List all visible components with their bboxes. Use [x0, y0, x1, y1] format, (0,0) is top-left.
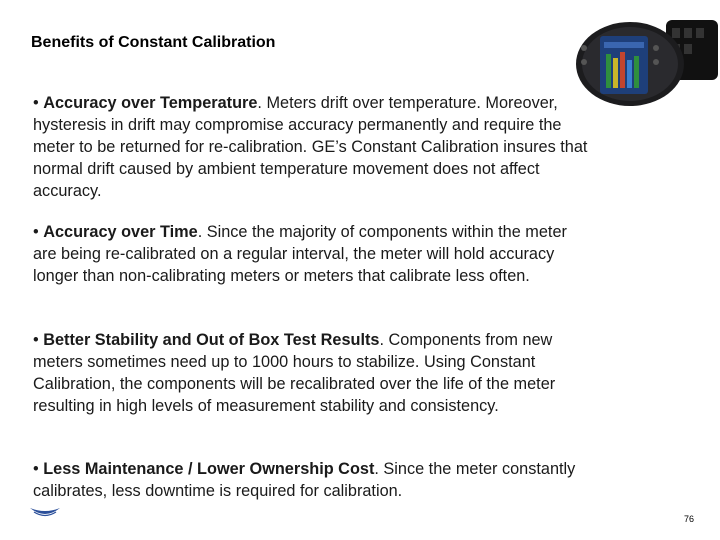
paragraph-lead: Better Stability and Out of Box Test Results [43, 331, 380, 349]
paragraph-lead: Accuracy over Temperature [43, 94, 258, 112]
paragraph-maintenance [33, 458, 593, 502]
paragraph-body: . Since the meter constantly calibrates, less downtime is required for calibration. [33, 460, 576, 500]
paragraph-accuracy-temperature [33, 92, 593, 202]
bullet: • [33, 331, 39, 349]
paragraph-body: . Components from new meters sometimes need up to 1000 hours to stabilize. Using Constant Calibration, the components will be recalibrated over the life of the meter resulting in high levels of measurement stability and consistency. [33, 331, 556, 415]
paragraph-stability [33, 329, 593, 417]
paragraph-lead: Accuracy over Time [43, 223, 198, 241]
paragraph-body: . Meters drift over temperature. Moreover, hysteresis in drift may compromise accuracy permanently and require the meter to be returned for re-calibration. GE’s Constant Calibration insures that normal drift caused by ambient temperature movement does not affect accuracy. [33, 94, 588, 200]
bullet: • [33, 94, 39, 112]
ge-logo-icon [28, 500, 62, 520]
slide-title: Benefits of Constant Calibration [31, 34, 276, 51]
paragraph-accuracy-time [33, 221, 593, 287]
page-number: 76 [684, 514, 695, 524]
bullet: • [33, 460, 39, 478]
paragraph-body: . Since the majority of components within the meter are being re-calibrated on a regular interval, the meter will hold accuracy longer than non-calibrating meters or meters that calibrate less often. [33, 223, 567, 285]
paragraph-lead: Less Maintenance / Lower Ownership Cost [43, 460, 375, 478]
bullet: • [33, 223, 39, 241]
power-meter-image [574, 8, 720, 108]
